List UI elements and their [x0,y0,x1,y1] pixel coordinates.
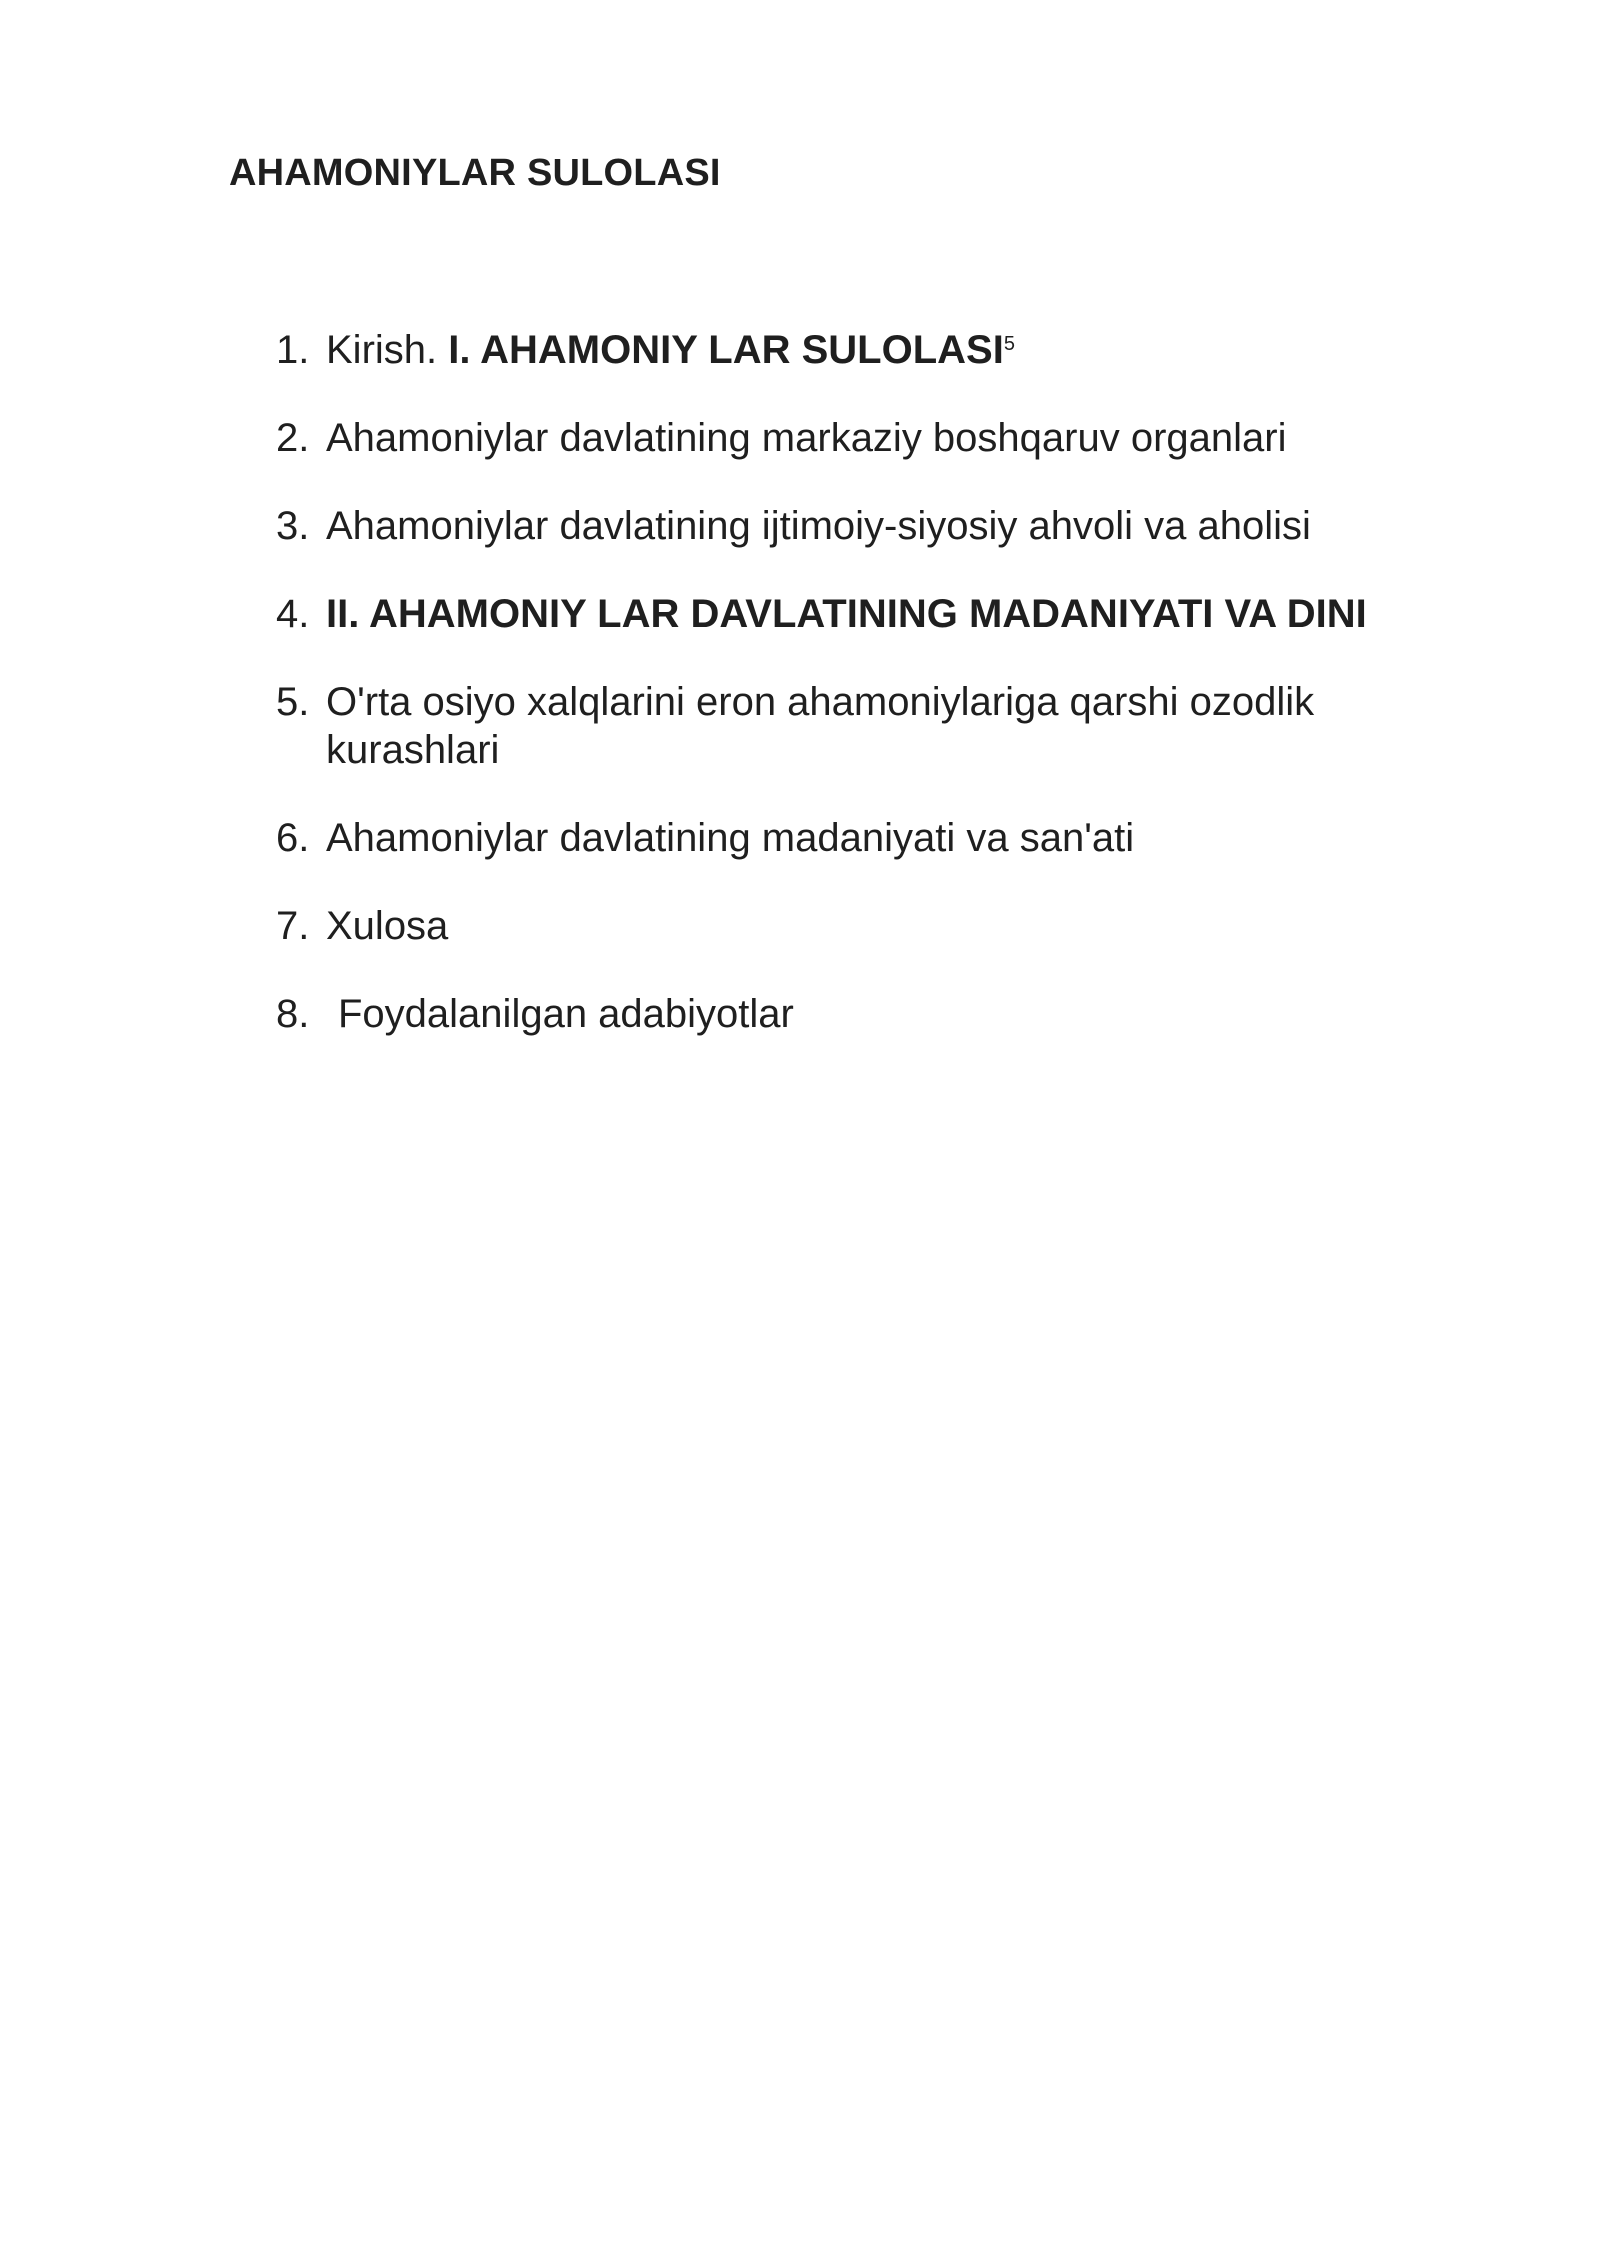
toc-item-text: Ahamoniylar davlatining madaniyati va san'ati [326,816,1135,860]
toc-item-2 [276,414,1496,462]
toc-item-text: Foydalanilgan adabiyotlar [338,992,794,1036]
toc-item-text: O'rta osiyo xalqlarini eron ahamoniylariga qarshi ozodlik kurashlari [326,680,1315,772]
toc-item-7 [276,902,1496,950]
footnote-marker: 5 [1003,333,1015,355]
toc-item-number: 5. [276,680,310,724]
toc-item-number: 2. [276,416,310,460]
toc-item-text [326,328,1015,372]
toc-item-number: 8. [276,992,310,1036]
toc-item-number: 6. [276,816,310,860]
toc-item-4 [276,590,1496,638]
toc-item-1 [276,326,1496,374]
toc-item-prefix: Kirish. [326,328,449,372]
toc-item-6 [276,814,1496,862]
toc-item-8 [276,990,1496,1038]
toc-item-bold-heading: II. AHAMONIY LAR DAVLATINING MADANIYATI VA DINI [326,592,1367,636]
toc-item-bold-heading: I. AHAMONIY LAR SULOLASI [448,328,1004,372]
toc-item-number: 4. [276,592,310,636]
document-title: AHAMONIYLAR SULOLASI [229,152,721,194]
toc-item-3 [276,502,1496,550]
toc-item-text: Xulosa [326,904,449,948]
toc-item-number: 3. [276,504,310,548]
toc-item-number: 1. [276,328,310,372]
toc-item-number: 7. [276,904,310,948]
table-of-contents [276,326,1496,1078]
toc-item-5 [276,678,1496,774]
toc-item-text: Ahamoniylar davlatining markaziy boshqaruv organlari [326,416,1287,460]
toc-item-text: Ahamoniylar davlatining ijtimoiy-siyosiy ahvoli va aholisi [326,504,1311,548]
